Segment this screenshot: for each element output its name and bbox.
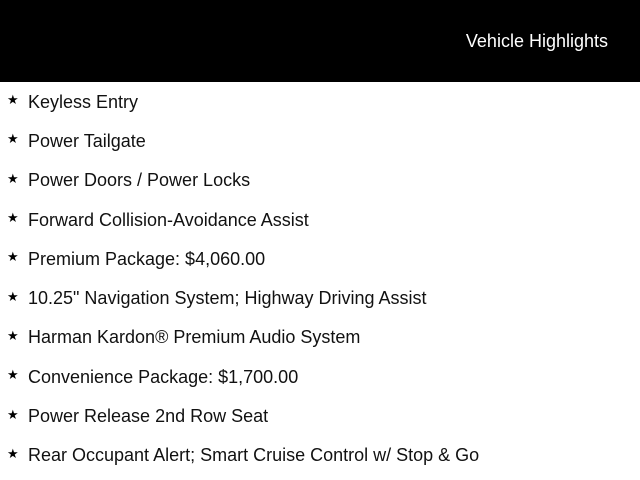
- list-item: [0, 121, 640, 160]
- list-item: [0, 239, 640, 278]
- star-icon: ★: [7, 327, 19, 343]
- highlight-label: Power Doors / Power Locks: [28, 170, 251, 191]
- header-bar: [0, 0, 640, 82]
- highlight-label: Premium Package: $4,060.00: [28, 248, 266, 269]
- star-icon: ★: [7, 131, 19, 147]
- highlight-label: Convenience Package: $1,700.00: [28, 366, 299, 387]
- star-icon: ★: [7, 406, 19, 422]
- list-item: [0, 436, 640, 475]
- star-icon: ★: [7, 445, 19, 461]
- highlight-label: Power Release 2nd Row Seat: [28, 406, 269, 427]
- highlight-label: Forward Collision-Avoidance Assist: [28, 209, 309, 230]
- list-item: [0, 200, 640, 239]
- list-item: [0, 278, 640, 317]
- star-icon: ★: [7, 367, 19, 383]
- list-item: [0, 357, 640, 396]
- highlight-label: Keyless Entry: [28, 91, 139, 112]
- list-item: [0, 318, 640, 357]
- star-icon: ★: [7, 249, 19, 265]
- star-icon: ★: [7, 170, 19, 186]
- highlight-label: Rear Occupant Alert; Smart Cruise Control w/ Stop & Go: [28, 445, 480, 466]
- star-icon: ★: [7, 92, 19, 108]
- highlight-label: 10.25" Navigation System; Highway Driving Assist: [28, 288, 427, 309]
- list-item: [0, 396, 640, 435]
- highlights-list: [0, 82, 640, 475]
- list-item: [0, 82, 640, 121]
- page-title: Vehicle Highlights: [465, 31, 608, 51]
- star-icon: ★: [7, 210, 19, 226]
- star-icon: ★: [7, 288, 19, 304]
- list-item: [0, 161, 640, 200]
- highlight-label: Power Tailgate: [28, 130, 146, 151]
- highlight-label: Harman Kardon® Premium Audio System: [28, 327, 361, 348]
